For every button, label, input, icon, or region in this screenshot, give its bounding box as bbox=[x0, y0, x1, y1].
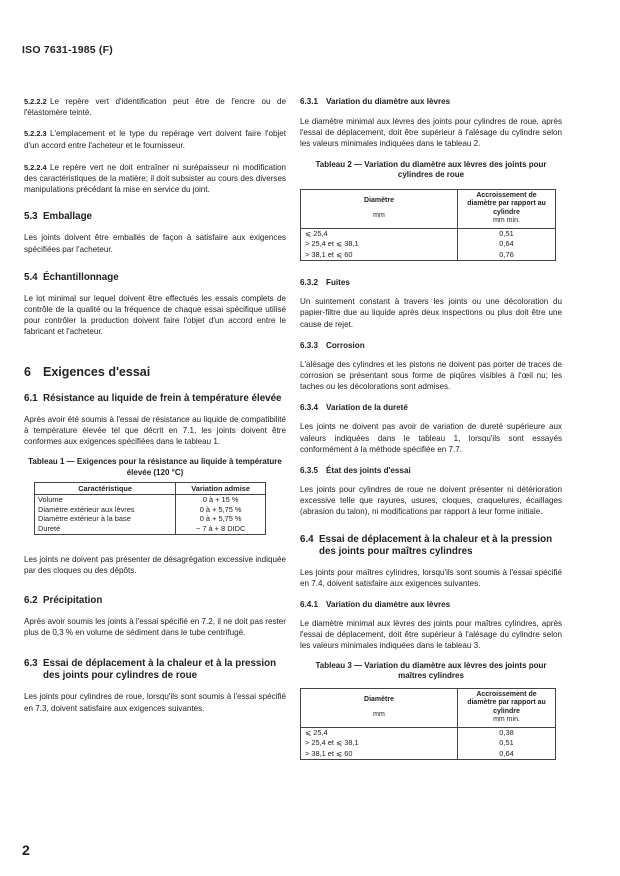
left-column bbox=[24, 96, 286, 714]
heading-6-3-5: 6.3.5 État des joints d'essai bbox=[300, 465, 411, 475]
table-2-caption: Tableau 2 — Variation du diamètre aux lèvres des joints pour cylindres de roue bbox=[315, 159, 547, 180]
table-2-header: Diamètre mm bbox=[301, 189, 458, 228]
section-6-2-text: Après avoir soumis les joints à l'essai spécifié en 7.2, il ne doit pas rester plus de 0,3 % en volume de sédiment dans le tube centrifugé. bbox=[24, 617, 286, 638]
table-1-header: Variation admise bbox=[176, 483, 266, 495]
table-row: ⩽ 25,4 0,38 bbox=[301, 727, 556, 738]
table-3-header: Diamètre mm bbox=[301, 688, 458, 727]
section-6-3-2-text: Un suintement constant à travers les joints ou une décoloration du papier-filtre due au liquide après deux inspections ou plus doit être une cause de rejet. bbox=[300, 297, 562, 329]
right-column bbox=[300, 96, 562, 760]
heading-6-3: 6.3 Essai de déplacement à la chaleur et à la pression des joints pour cylindres de roue bbox=[24, 658, 277, 682]
table-row: Dureté − 7 à + 8 DIDC bbox=[35, 524, 266, 534]
table-row: > 38,1 et ⩽ 60 0,64 bbox=[301, 749, 556, 760]
table-1-caption: Tableau 1 — Exigences pour la résistance au liquide à température élevée (120 °C) bbox=[28, 457, 282, 477]
table-1-header: Caractéristique bbox=[35, 483, 176, 495]
section-5-4-text: Le lot minimal sur lequel doivent être effectués les essais complets de contrôle de la qualité ou la fréquence de chaque essai spécifique utilisé pour contrôler la production doivent faire l'objet d'un accord entre le fabricant et l'acheteur. bbox=[24, 293, 286, 337]
table-row: Volume 0 à + 15 % bbox=[35, 495, 266, 505]
section-6-1-text: Après avoir été soumis à l'essai de résistance au liquide de compatibilité à température élevée tel que décrit en 7.1, les joints doivent être conformes aux exigences spécifiées dans le tableau 1. bbox=[24, 414, 286, 447]
heading-6-4: 6.4 Essai de déplacement à la chaleur et à la pression des joints pour maîtres cylindres bbox=[300, 533, 553, 557]
heading-6-3-2: 6.3.2 Fuites bbox=[300, 278, 350, 288]
table-1 bbox=[34, 482, 266, 534]
after-table-1-text: Les joints ne doivent pas présenter de désagrégation excessive indiquée par des cloques ou des dépôts. bbox=[24, 554, 286, 575]
section-6-4-text: Les joints pour maîtres cylindres, lorsqu'ils sont soumis à l'essai spécifié en 7.4, doivent satisfaire aux exigences suivantes. bbox=[300, 567, 562, 588]
section-6-3-1-text: Le diamètre minimal aux lèvres des joints pour cylindres de roue, après l'essai de déplacement, doit être supérieur à l'alésage du cylindre selon les valeurs minimales indiquées dans le tableau 2. bbox=[300, 117, 562, 149]
heading-6-3-1: 6.3.1 Variation du diamètre aux lèvres bbox=[300, 97, 451, 106]
heading-5-3: 5.3 Emballage bbox=[24, 211, 93, 223]
section-6-4-1-text: Le diamètre minimal aux lèvres des joints pour maîtres cylindres, après l'essai de déplacement, doit être supérieur à l'alésage du cylindre selon les valeurs minimales indiquées dans le tableau 3. bbox=[300, 618, 562, 651]
table-row: > 25,4 et ⩽ 38,1 0,51 bbox=[301, 738, 556, 749]
heading-6-1: 6.1 Résistance au liquide de frein à température élevée bbox=[24, 392, 282, 404]
table-row: > 38,1 et ⩽ 60 0,76 bbox=[301, 250, 556, 261]
clause-5-2-2-2: 5.2.2.2 Le repère vert d'identification peut être de l'encre ou de l'élastomère teinté. bbox=[24, 97, 286, 118]
heading-6-2: 6.2 Précipitation bbox=[24, 595, 103, 607]
table-2 bbox=[300, 189, 556, 262]
heading-6: 6 Exigences d'essai bbox=[24, 364, 151, 379]
section-5-3-text: Les joints doivent être emballés de façon à satisfaire aux exigences spécifiées par l'acheteur. bbox=[24, 233, 286, 254]
heading-6-3-3: 6.3.3 Corrosion bbox=[300, 340, 365, 350]
table-row: Diamètre extérieur aux lèvres 0 à + 5,75 % bbox=[35, 505, 266, 515]
heading-6-4-1: 6.4.1 Variation du diamètre aux lèvres bbox=[300, 599, 451, 609]
section-6-3-5-text: Les joints pour cylindres de roue ne doivent présenter ni détérioration excessive telle que rayures, usures, cloques, craquelures, écaillages (abrasion du talon), ni modifications par rapport à leur forme initiale. bbox=[300, 484, 562, 517]
clause-5-2-2-4: 5.2.2.4 Le repère vert ne doit entraîner ni surépaisseur ni modification des caractéristiques de la matière; il doit subsister au cours des diverses manipulations précédant la mise en service du joint. bbox=[24, 162, 286, 195]
section-6-3-3-text: L'alésage des cylindres et les pistons ne doivent pas porter de traces de corrosion se présentant sous forme de piqûres visibles à l'œil nu; les taches ou les décolorations sont admises. bbox=[300, 359, 562, 392]
table-row: ⩽ 25,4 0,51 bbox=[301, 228, 556, 239]
table-row: Diamètre extérieur à la base 0 à + 5,75 % bbox=[35, 514, 266, 524]
page-number: 2 bbox=[22, 842, 30, 858]
table-3 bbox=[300, 688, 556, 761]
table-3-header: Accroissement de diamètre par rapport au cylindre mm min. bbox=[458, 688, 556, 727]
table-row: > 25,4 et ⩽ 38,1 0,64 bbox=[301, 239, 556, 250]
heading-5-4: 5.4 Échantillonnage bbox=[24, 271, 119, 283]
table-2-header: Accroissement de diamètre par rapport au cylindre mm min. bbox=[458, 189, 556, 228]
heading-6-3-4: 6.3.4 Variation de la dureté bbox=[300, 403, 408, 413]
document-header: ISO 7631-1985 (F) bbox=[22, 44, 113, 56]
section-6-3-text: Les joints pour cylindres de roue, lorsqu'ils sont soumis à l'essai spécifié en 7.3, doivent satisfaire aux exigences suivantes. bbox=[24, 692, 286, 713]
clause-5-2-2-3: 5.2.2.3 L'emplacement et le type du repérage vert doivent faire l'objet d'un accord entre l'acheteur et le fournisseur. bbox=[24, 129, 286, 150]
section-6-3-4-text: Les joints ne doivent pas avoir de variation de dureté supérieure aux valeurs indiquées dans le tableau 1, lorsqu'ils sont essayés conformément à la méthode spécifiée en 7.7. bbox=[300, 422, 562, 454]
table-3-caption: Tableau 3 — Variation du diamètre aux lèvres des joints pour maîtres cylindres bbox=[315, 660, 547, 681]
